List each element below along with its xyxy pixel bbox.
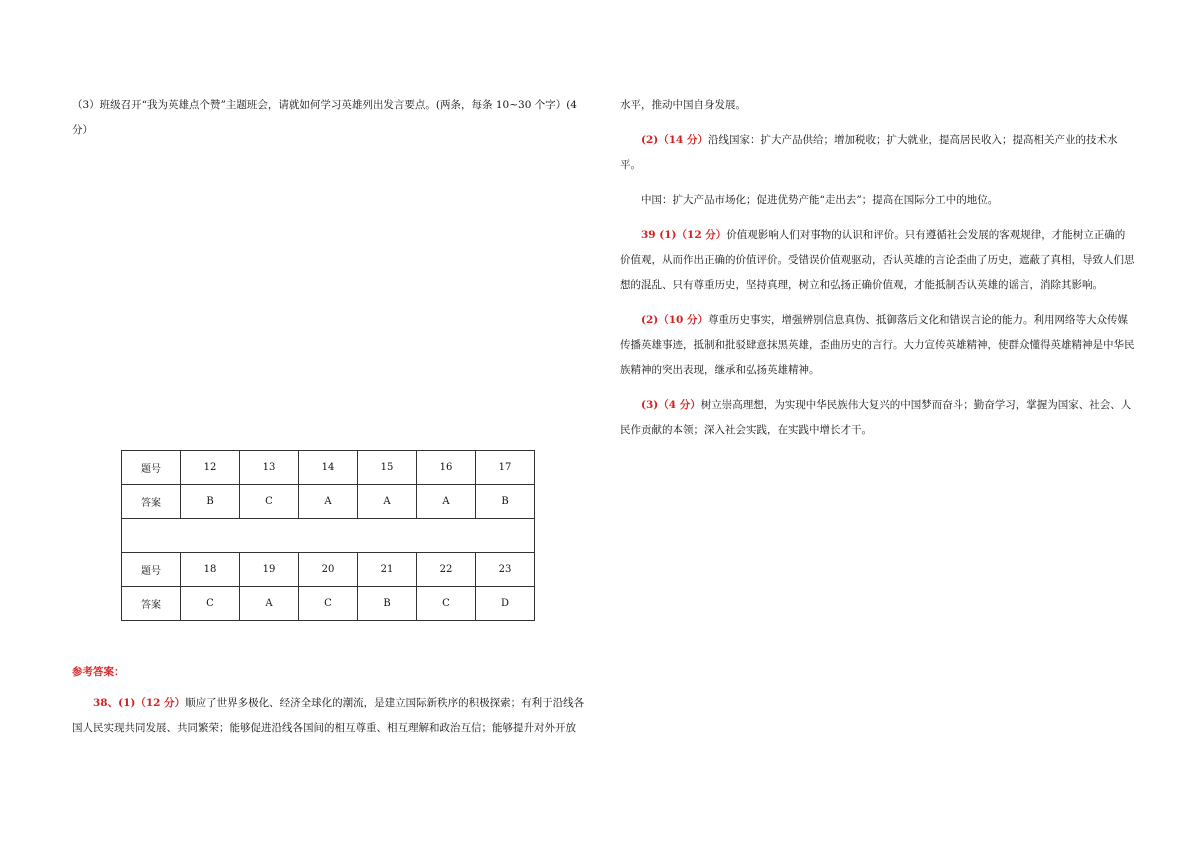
answer-39-1	[620, 223, 1135, 298]
row-label-question: 题号	[122, 451, 181, 485]
table-cell: 19	[240, 553, 299, 587]
right-column	[620, 93, 1135, 443]
table-spacer-row	[122, 519, 535, 553]
reference-answers-title: 参考答案：	[72, 666, 125, 678]
table-row	[122, 553, 535, 587]
table-cell: 13	[240, 451, 299, 485]
answer-label: 38、(1)（12 分）	[93, 697, 186, 709]
answer-label: (3)（4 分）	[641, 399, 701, 411]
table-cell: 20	[299, 553, 358, 587]
answer-label: (2)（14 分）	[641, 134, 709, 146]
table-cell: C	[299, 587, 358, 621]
answer-text: 尊重历史事实，增强辨别信息真伪、抵御落后文化和错误言论的能力。利用网络等大众传媒传播英雄事迹，抵制和批驳肆意抹黑英雄，歪曲历史的言行。大力宣传英雄精神，使群众懂得英雄精神是中华民族精神的突出表现，继承和弘扬英雄精神。	[620, 314, 1135, 376]
table-row	[122, 587, 535, 621]
answer-38-1	[72, 691, 592, 741]
answer-text: 树立崇高理想，为实现中华民族伟大复兴的中国梦而奋斗；勤奋学习，掌握为国家、社会、人民作贡献的本领；深入社会实践，在实践中增长才干。	[620, 399, 1132, 436]
answer-continuation: 水平，推动中国自身发展。	[620, 99, 746, 111]
answer-text: 顺应了世界多极化、经济全球化的潮流，是建立国际新秩序的积极探索；有利于沿线各国人民实现共同发展、共同繁荣；能够促进沿线各国间的相互尊重、相互理解和政治互信；能够提升对外开放	[72, 697, 585, 734]
table-cell: C	[240, 485, 299, 519]
answer-38-2	[620, 128, 1135, 178]
answer-paragraph	[72, 691, 592, 741]
table-cell: 23	[476, 553, 535, 587]
table-cell: 22	[417, 553, 476, 587]
answer-text: 沿线国家：扩大产品供给；增加税收；扩大就业，提高居民收入；提高相关产业的技术水平。	[620, 134, 1118, 171]
table-cell: C	[417, 587, 476, 621]
table-cell: 21	[358, 553, 417, 587]
left-column	[72, 93, 592, 143]
answer-label: (2)（10 分）	[641, 314, 709, 326]
answer-39-2	[620, 308, 1135, 383]
answer-text: 价值观影响人们对事物的认识和评价。只有遵循社会发展的客观规律，才能树立正确的价值观，从而作出正确的价值评价。受错误价值观驱动，否认英雄的言论歪曲了历史，遮蔽了真相，导致人们思想的混乱、只有尊重历史，坚持真理，树立和弘扬正确价值观，才能抵制否认英雄的谣言，消除其影响。	[620, 229, 1135, 291]
table-cell: 16	[417, 451, 476, 485]
table-cell: B	[181, 485, 240, 519]
answer-key-table	[121, 450, 535, 621]
table-cell: 14	[299, 451, 358, 485]
table-cell: D	[476, 587, 535, 621]
answer-38-2-china: 中国：扩大产品市场化；促进优势产能“走出去”；提高在国际分工中的地位。	[641, 194, 999, 206]
table-cell: 12	[181, 451, 240, 485]
table-cell: A	[417, 485, 476, 519]
table-cell: A	[299, 485, 358, 519]
table-row	[122, 485, 535, 519]
question-3-text: （3）班级召开“我为英雄点个赞”主题班会，请就如何学习英雄列出发言要点。(两条，每条 10~30 个字）(4 分）	[72, 99, 577, 136]
table-cell: B	[358, 587, 417, 621]
table-row	[122, 451, 535, 485]
table-cell: C	[181, 587, 240, 621]
table-cell: B	[476, 485, 535, 519]
answer-label: 39 (1)（12 分）	[641, 229, 727, 241]
table-spacer-cell	[122, 519, 535, 553]
table-cell: A	[240, 587, 299, 621]
table-cell: A	[358, 485, 417, 519]
row-label-answer: 答案	[122, 485, 181, 519]
table-cell: 18	[181, 553, 240, 587]
row-label-question: 题号	[122, 553, 181, 587]
table-cell: 17	[476, 451, 535, 485]
answer-39-3	[620, 393, 1135, 443]
row-label-answer: 答案	[122, 587, 181, 621]
table-cell: 15	[358, 451, 417, 485]
